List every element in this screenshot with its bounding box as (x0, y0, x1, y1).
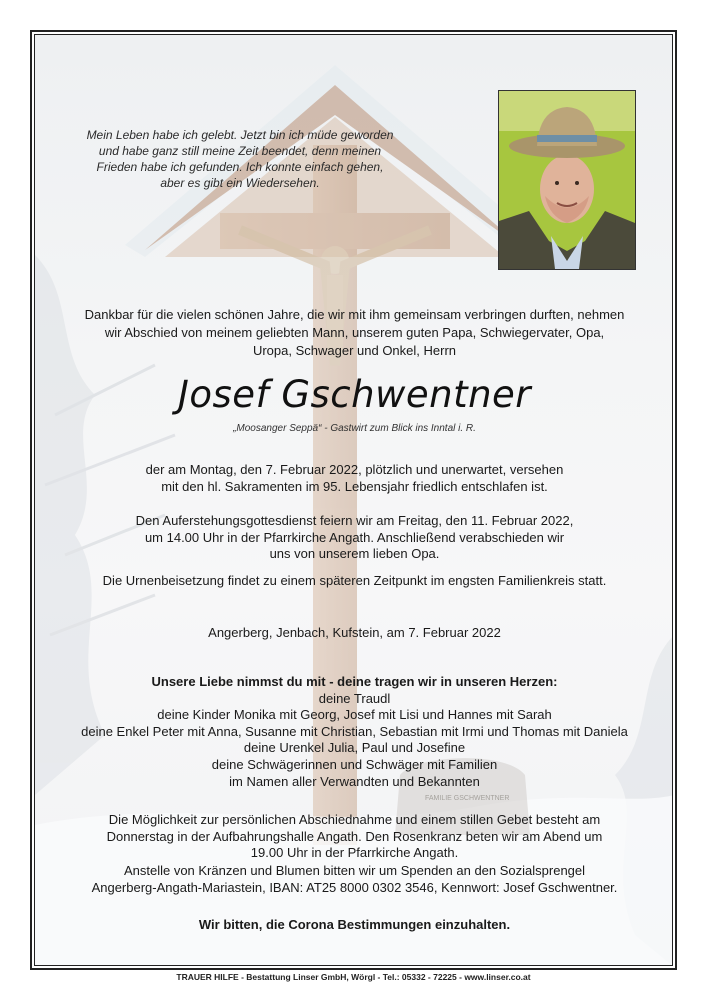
parte-card (34, 34, 673, 966)
death-notice (55, 462, 654, 495)
family-line: deine Urenkel Julia, Paul und Josefine (243, 740, 466, 756)
farewell-line: 19.00 Uhr in der Pfarrkirche Angath. (250, 845, 459, 860)
farewell-line: Donnerstag in der Aufbahrungshalle Angath. Den Rosenkranz beten wir am Abend um (106, 828, 603, 844)
death-notice-line: der am Montag, den 7. Februar 2022, plötzlich und unerwartet, versehen (145, 462, 564, 477)
portrait-photo (498, 90, 636, 270)
service-line: uns von unserem lieben Opa. (269, 546, 440, 561)
intro-line: Dankbar für die vielen schönen Jahre, die wir mit ihm gemeinsam verbringen durften, nehmen (84, 307, 625, 322)
donation-line: Anstelle von Kränzen und Blumen bitten wir um Spenden an den Sozialsprengel (123, 863, 586, 878)
corona-notice: Wir bitten, die Corona Bestimmungen einzuhalten. (198, 917, 511, 932)
family-line: deine Traudl (318, 690, 391, 706)
family-heading: Unsere Liebe nimmst du mit - deine tragen wir in unseren Herzen: (151, 674, 558, 689)
poem-line: aber es gibt ein Wiedersehen. (160, 176, 320, 190)
poem-line: Frieden habe ich gefunden. Ich konnte einfach gehen, (96, 160, 384, 174)
farewell-info (55, 812, 654, 862)
death-notice-line: mit den hl. Sakramenten im 95. Lebensjahr friedlich entschlafen ist. (161, 478, 548, 494)
donation-line: Angerberg-Angath-Mariastein, IBAN: AT25 8000 0302 3546, Kennwort: Josef Gschwentner. (91, 879, 618, 895)
family-line: deine Kinder Monika mit Georg, Josef mit Lisi und Hannes mit Sarah (157, 707, 552, 723)
notice-content (35, 35, 673, 966)
intro-line: wir Abschied von meinem geliebten Mann, unserem guten Papa, Schwiegervater, Opa, (104, 325, 605, 340)
nickname-occupation: „Moosanger Seppä“ - Gastwirt zum Blick ins Inntal i. R. (233, 423, 476, 434)
urn-burial: Die Urnenbeisetzung findet zu einem späteren Zeitpunkt im engsten Familienkreis statt. (102, 573, 607, 588)
intro-line: Uropa, Schwager und Onkel, Herrn (252, 343, 457, 358)
intro-text (55, 306, 654, 360)
service-line: um 14.00 Uhr in der Pfarrkirche Angath. Anschließend verabschieden wir (144, 529, 565, 545)
footer-funeral-home: TRAUER HILFE - Bestattung Linser GmbH, Wörgl - Tel.: 05332 - 72225 - www.linser.co.at (176, 972, 531, 982)
family-line: im Namen aller Verwandten und Bekannten (229, 773, 480, 789)
place-date: Angerberg, Jenbach, Kufstein, am 7. Februar 2022 (208, 625, 501, 640)
poem-line: und habe ganz still meine Zeit beendet, denn meinen (98, 144, 382, 158)
poem-line: Mein Leben habe ich gelebt. Jetzt bin ich müde geworden (86, 128, 394, 142)
donation-info (55, 863, 654, 896)
stone-text: FAMILIE GSCHWENTNER (425, 795, 510, 802)
family-line: deine Schwägerinnen und Schwäger mit Familien (211, 756, 498, 772)
funeral-service (55, 513, 654, 563)
family-line: deine Enkel Peter mit Anna, Susanne mit Christian, Sebastian mit Irmi und Thomas mit Daniela (81, 723, 628, 739)
deceased-name: Josef Gschwentner (177, 373, 532, 416)
family-mourners (45, 674, 664, 790)
farewell-line: Die Möglichkeit zur persönlichen Abschiednahme und einem stillen Gebet besteht am (108, 812, 601, 827)
service-line: Den Auferstehungsgottesdienst feiern wir am Freitag, den 11. Februar 2022, (135, 513, 574, 528)
poem (60, 127, 420, 191)
portrait-image (499, 91, 635, 269)
